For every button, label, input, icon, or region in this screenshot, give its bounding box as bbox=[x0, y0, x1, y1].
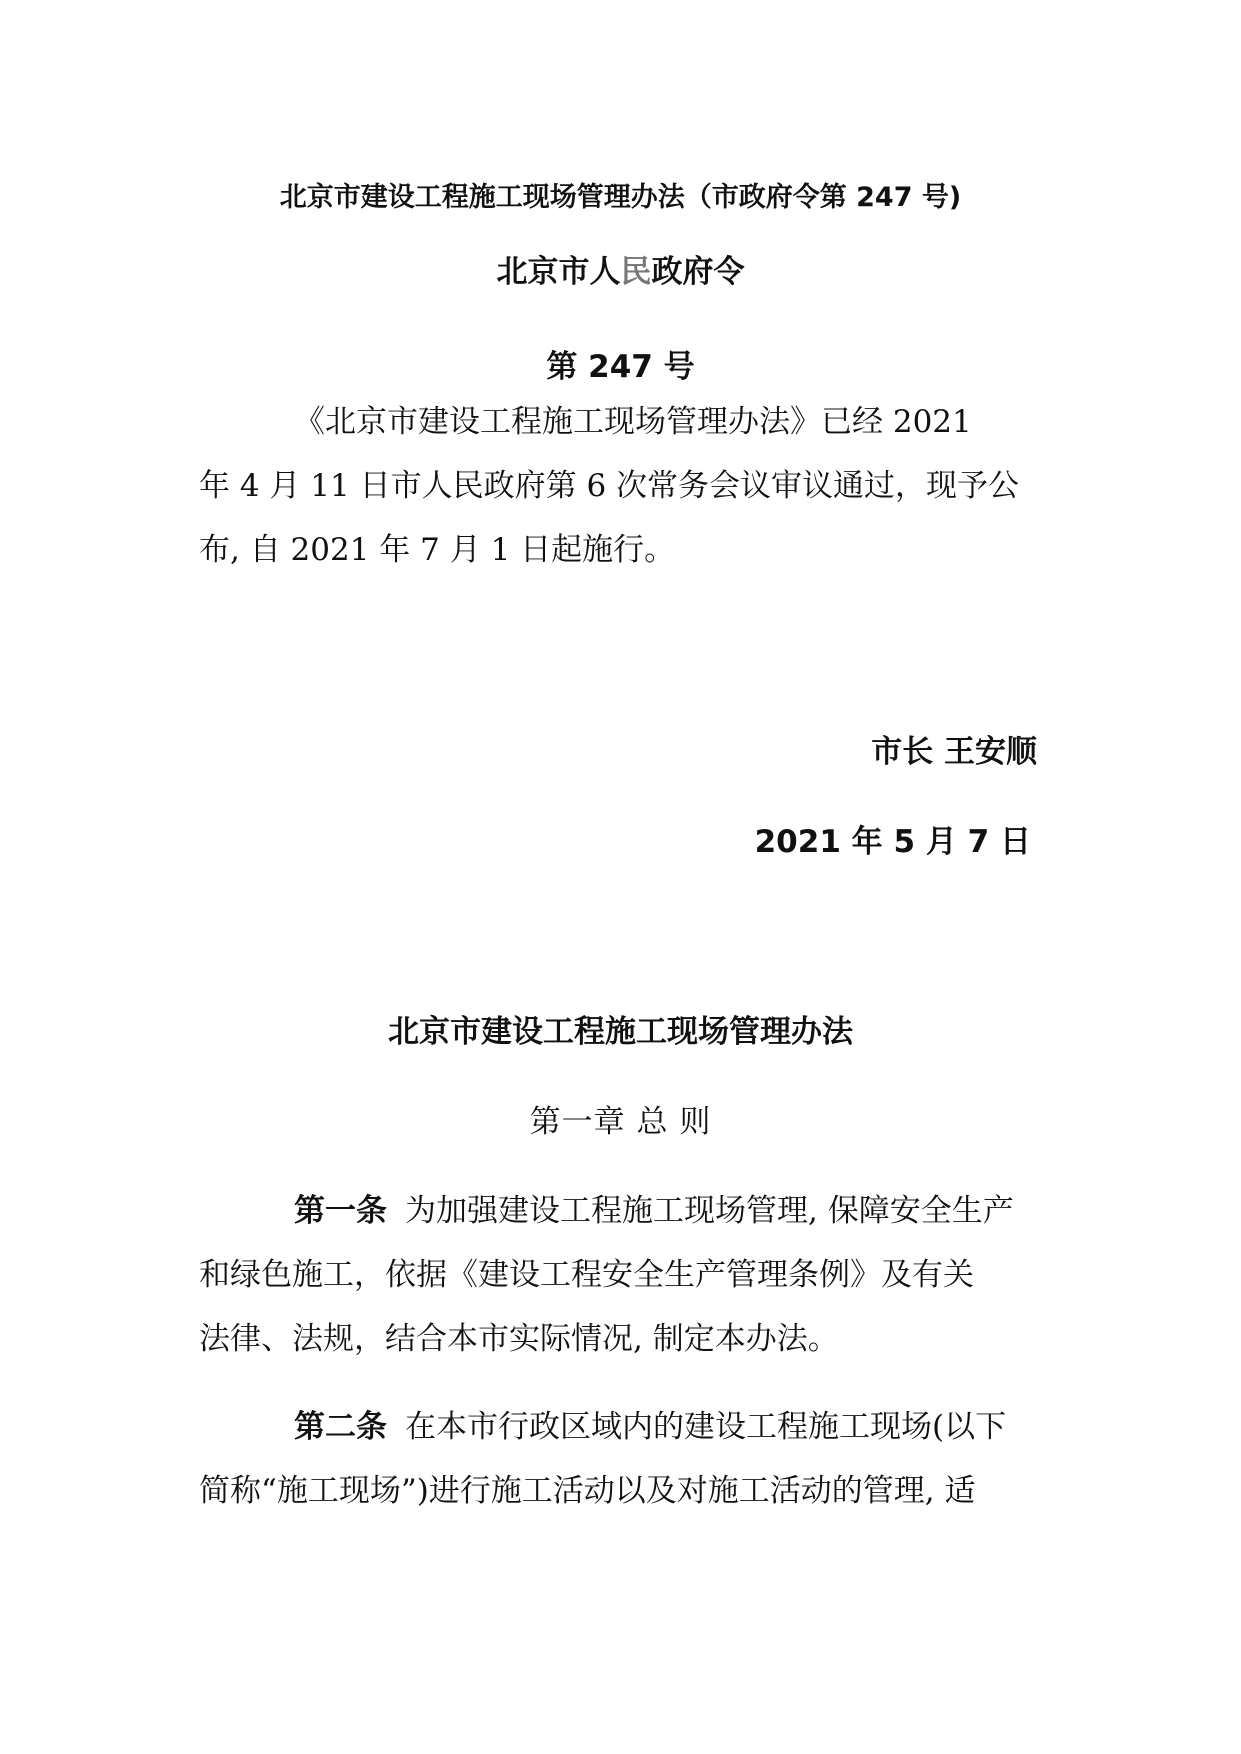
article-1-line: 法律、法规，结合本市实际情况, 制定本办法。 bbox=[199, 1321, 839, 1357]
announcement-line: 《北京市建设工程施工现场管理办法》已经 2021 bbox=[294, 404, 972, 440]
article-2-line: 简称“施工现场”)进行施工活动以及对施工活动的管理, 适 bbox=[199, 1473, 976, 1509]
article-2-line-1 bbox=[199, 1395, 1049, 1459]
article-2-text: 在本市行政区域内的建设工程施工现场(以下 bbox=[405, 1409, 1007, 1445]
chapter-heading: 第一章 总 则 bbox=[529, 1104, 712, 1140]
document-title: 北京市建设工程施工现场管理办法（市政府令第 247 号) bbox=[279, 182, 962, 213]
article-2-label: 第二条 bbox=[294, 1409, 387, 1445]
article-1 bbox=[199, 1179, 1049, 1371]
article-1-line-1 bbox=[199, 1179, 1049, 1243]
article-1-label: 第一条 bbox=[294, 1193, 387, 1229]
article-1-line: 和绿色施工，依据《建设工程安全生产管理条例》及有关 bbox=[199, 1257, 974, 1293]
article-2 bbox=[199, 1395, 1049, 1523]
announcement-line: 年 4 月 11 日市人民政府第 6 次常务会议审议通过，现予公 bbox=[199, 468, 1020, 504]
announcement-paragraph bbox=[199, 390, 1049, 582]
article-1-text: 为加强建设工程施工现场管理, 保障安全生产 bbox=[405, 1193, 1014, 1229]
signature: 市长 王安顺 bbox=[871, 734, 1037, 770]
issuer-suffix: 政府令 bbox=[651, 254, 745, 290]
measures-title: 北京市建设工程施工现场管理办法 bbox=[388, 1014, 853, 1050]
issuer-prefix: 北京市人 bbox=[496, 254, 621, 290]
order-number: 第 247 号 bbox=[546, 349, 695, 385]
announcement-line: 布, 自 2021 年 7 月 1 日起施行。 bbox=[199, 532, 676, 568]
issuer-grey-char: 民 bbox=[620, 254, 652, 290]
signing-date: 2021 年 5 月 7 日 bbox=[754, 824, 1031, 860]
issuer-heading bbox=[0, 251, 1241, 293]
